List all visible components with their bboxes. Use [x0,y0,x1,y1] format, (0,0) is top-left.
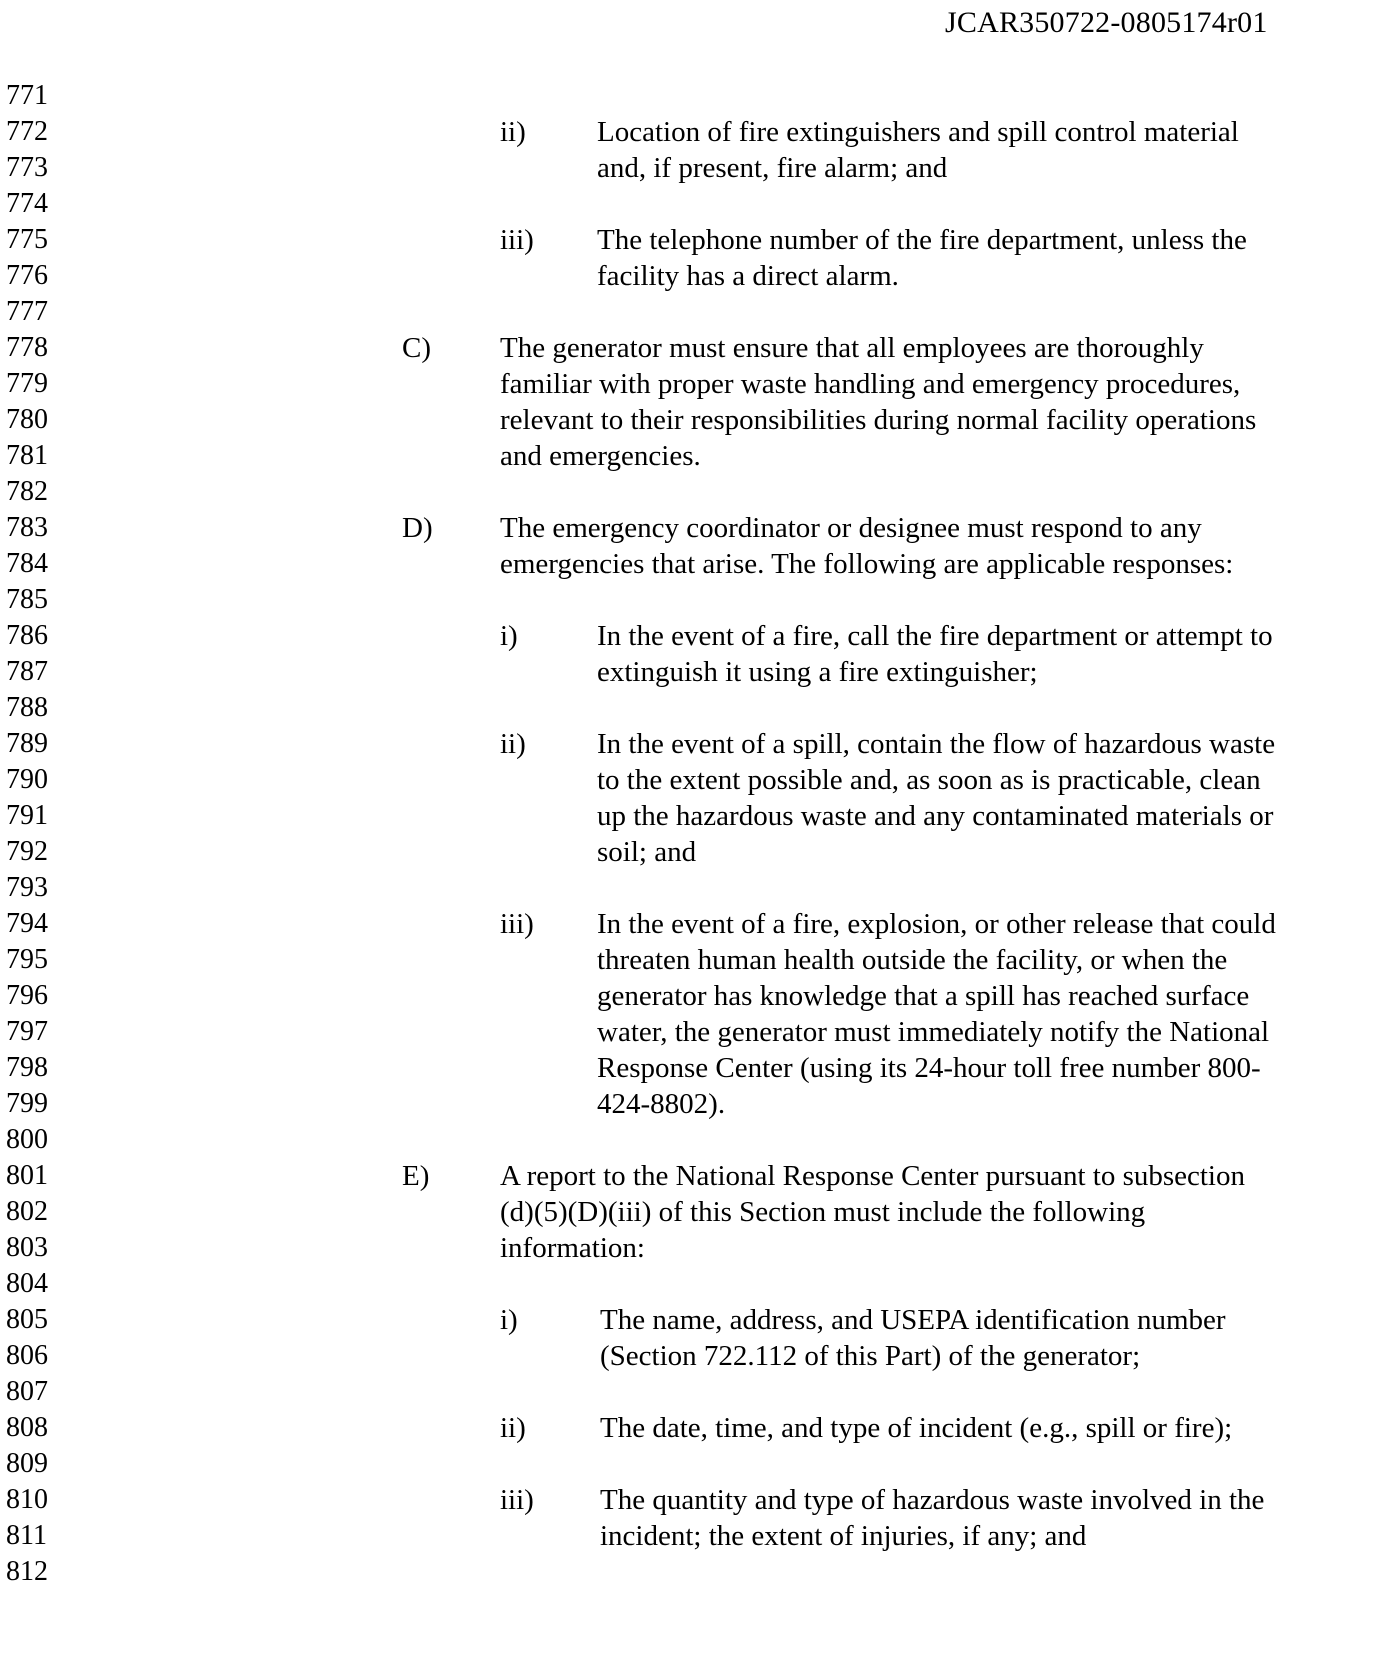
line-number: 787 [6,656,48,687]
text-line: familiar with proper waste handling and emergency procedures, [500,368,1241,400]
text-line: generator has knowledge that a spill has reached surface [597,980,1250,1012]
line-number: 785 [6,584,48,615]
line-number: 792 [6,836,48,867]
line-number: 797 [6,1016,48,1047]
item-label: iii) [500,224,534,256]
text-line: soil; and [597,836,697,868]
line-number: 793 [6,872,48,903]
line-number: 779 [6,368,48,399]
text-line: and, if present, fire alarm; and [597,152,948,184]
item-text [500,1158,1245,1266]
text-line: The telephone number of the fire department, unless the [597,224,1247,256]
line-number: 776 [6,260,48,291]
line-number: 791 [6,800,48,831]
text-line: emergencies that arise. The following are applicable responses: [500,548,1234,580]
text-line: Location of fire extinguishers and spill control material [597,116,1239,148]
text-line: 424-8802). [597,1088,726,1120]
text-line: Response Center (using its 24-hour toll free number 800- [597,1052,1261,1084]
text-line: In the event of a fire, explosion, or other release that could [597,908,1276,940]
text-line: In the event of a fire, call the fire department or attempt to [597,620,1273,652]
item-text [597,618,1273,690]
line-number: 811 [6,1520,47,1551]
document-id-header: JCAR350722-0805174r01 [945,6,1268,39]
item-label: ii) [500,1412,526,1444]
line-number: 782 [6,476,48,507]
item-label: D) [402,512,433,544]
line-number: 803 [6,1232,48,1263]
item-label: i) [500,620,518,652]
line-number: 777 [6,296,48,327]
item-text [500,510,1233,582]
text-line: to the extent possible and, as soon as is practicable, clean [597,764,1261,796]
text-line: A report to the National Response Center pursuant to subsection [500,1160,1245,1192]
item-text [600,1482,1264,1554]
line-number: 808 [6,1412,48,1443]
item-text [500,330,1256,474]
line-number: 786 [6,620,48,651]
line-number: 794 [6,908,48,939]
item-label: ii) [500,116,526,148]
line-number: 784 [6,548,48,579]
text-line: and emergencies. [500,440,701,472]
item-text [600,1410,1232,1446]
item-label: iii) [500,1484,534,1516]
line-number: 804 [6,1268,48,1299]
line-number: 800 [6,1124,48,1155]
item-text [597,222,1247,294]
line-number: 788 [6,692,48,723]
text-line: (d)(5)(D)(iii) of this Section must include the following [500,1196,1146,1228]
line-number: 771 [6,80,48,111]
line-number: 781 [6,440,48,471]
line-number: 772 [6,116,48,147]
item-text [600,1302,1226,1374]
item-label: ii) [500,728,526,760]
line-number: 806 [6,1340,48,1371]
text-line: water, the generator must immediately notify the National [597,1016,1270,1048]
item-text [597,906,1276,1122]
line-number: 799 [6,1088,48,1119]
line-number: 780 [6,404,48,435]
text-line: The date, time, and type of incident (e.g., spill or fire); [600,1412,1233,1444]
item-label: E) [402,1160,430,1192]
line-number: 805 [6,1304,48,1335]
line-number: 810 [6,1484,48,1515]
line-number: 802 [6,1196,48,1227]
line-number: 778 [6,332,48,363]
text-line: In the event of a spill, contain the flow of hazardous waste [597,728,1276,760]
item-label: i) [500,1304,518,1336]
line-number: 809 [6,1448,48,1479]
text-line: The name, address, and USEPA identification number [600,1304,1226,1336]
text-line: information: [500,1232,645,1264]
line-number: 774 [6,188,48,219]
line-number: 790 [6,764,48,795]
item-label: C) [402,332,431,364]
line-number: 775 [6,224,48,255]
text-line: facility has a direct alarm. [597,260,899,292]
text-line: incident; the extent of injuries, if any; and [600,1520,1087,1552]
line-number: 801 [6,1160,48,1191]
item-text [597,114,1239,186]
item-text [597,726,1275,870]
line-number: 773 [6,152,48,183]
line-number: 812 [6,1556,48,1587]
text-line: up the hazardous waste and any contaminated materials or [597,800,1274,832]
line-number: 795 [6,944,48,975]
line-number: 798 [6,1052,48,1083]
line-number: 807 [6,1376,48,1407]
text-line: threaten human health outside the facility, or when the [597,944,1228,976]
text-line: extinguish it using a fire extinguisher; [597,656,1038,688]
line-number: 789 [6,728,48,759]
text-line: relevant to their responsibilities during normal facility operations [500,404,1257,436]
line-number: 796 [6,980,48,1011]
text-line: The generator must ensure that all employees are thoroughly [500,332,1204,364]
text-line: The emergency coordinator or designee must respond to any [500,512,1202,544]
line-number: 783 [6,512,48,543]
text-line: The quantity and type of hazardous waste involved in the [600,1484,1265,1516]
text-line: (Section 722.112 of this Part) of the generator; [600,1340,1141,1372]
item-label: iii) [500,908,534,940]
